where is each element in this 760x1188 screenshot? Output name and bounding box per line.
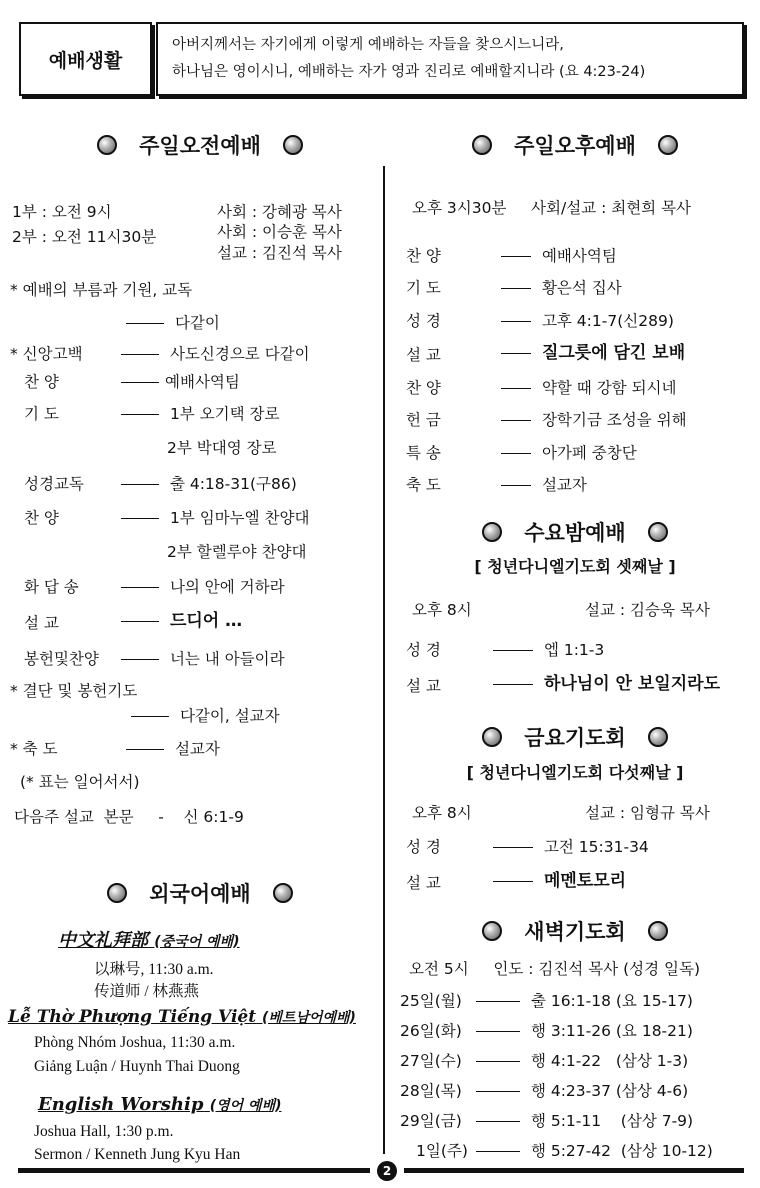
standing-note: (* 표는 일어서서) <box>20 773 140 791</box>
order-value: 2부 할렐루야 찬양대 <box>167 543 307 561</box>
order-value: 예배사역팀 <box>495 245 617 267</box>
chinese-info-1: 以琳号, 11:30 a.m. <box>94 961 214 978</box>
order-item: 찬 양 <box>406 247 441 265</box>
header-verse <box>156 22 744 96</box>
friday-subtitle: [ 청년다니엘기도회 다섯째날 ] <box>466 763 684 782</box>
bullet-icon <box>283 135 303 155</box>
order-value: 엡 1:1-3 <box>487 639 604 661</box>
dawn-reading: 행 5:1-11 (삼상 7-9) <box>470 1110 693 1132</box>
friday-time: 오후 8시 <box>412 804 472 822</box>
order-item: 성 경 <box>406 838 441 856</box>
dawn-reading: 행 4:23-37 (삼상 4-6) <box>470 1080 688 1102</box>
bullet-icon <box>658 135 678 155</box>
chinese-info-2: 传道师 / 林燕燕 <box>94 983 200 1000</box>
bullet-icon <box>482 921 502 941</box>
order-item: 성 경 <box>406 312 441 330</box>
bullet-icon <box>97 135 117 155</box>
friday-title: 금요기도회 <box>410 720 740 754</box>
order-item: 성 경 <box>406 641 441 659</box>
order-value: 1부 임마누엘 찬양대 <box>115 507 309 529</box>
foreign-title: 외국어예배 <box>40 876 360 910</box>
next-sermon: 다음주 설교 본문 - 신 6:1-9 <box>14 808 244 826</box>
leader-1: 사회 : 강혜광 목사 <box>217 203 342 221</box>
order-value: 메멘토모리 <box>487 870 626 892</box>
footer-rule <box>18 1168 370 1173</box>
english-info-2: Sermon / Kenneth Jung Kyu Han <box>34 1146 241 1163</box>
dawn-reading: 행 5:27-42 (삼상 10-12) <box>470 1140 713 1162</box>
order-item: 헌 금 <box>406 411 441 429</box>
order-item: 찬 양 <box>406 379 441 397</box>
order-value: 설교자 <box>120 738 220 760</box>
bullet-icon <box>648 727 668 747</box>
wednesday-title: 수요밤예배 <box>410 515 740 549</box>
order-value: 너는 내 아들이라 <box>115 648 285 670</box>
dawn-date: 1일(주) <box>416 1142 468 1160</box>
dawn-reading: 행 3:11-26 (요 18-21) <box>470 1020 693 1042</box>
dawn-date: 28일(목) <box>400 1082 462 1100</box>
dawn-date: 27일(수) <box>400 1052 462 1070</box>
dawn-title: 새벽기도회 <box>410 914 740 948</box>
order-item: 찬 양 <box>24 509 59 527</box>
order-value: 2부 박대영 장로 <box>167 439 277 457</box>
order-item: 화 답 송 <box>24 578 79 596</box>
vietnamese-heading: Lễ Thờ Phượng Tiếng Việt (베트남어예배) <box>8 1007 356 1027</box>
order-item: 설 교 <box>406 346 441 364</box>
friday-preacher: 설교 : 임형규 목사 <box>585 804 710 822</box>
order-item: * 결단 및 봉헌기도 <box>10 682 138 700</box>
service-1: 1부 : 오전 9시 <box>12 203 112 221</box>
verse-line-2: 하나님은 영이시니, 예배하는 자가 영과 진리로 예배할지니라 (요 4:23-24) <box>172 64 646 80</box>
order-item: 특 송 <box>406 444 441 462</box>
order-value: 질그릇에 담긴 보배 <box>495 342 685 364</box>
dawn-date: 25일(월) <box>400 992 462 1010</box>
vietnamese-info-2: Giảng Luận / Huynh Thai Duong <box>34 1058 240 1075</box>
morning-title: 주일오전예배 <box>40 128 360 162</box>
order-item: 설 교 <box>24 614 59 632</box>
afternoon-title: 주일오후예배 <box>410 128 740 162</box>
order-item: * 축 도 <box>10 740 58 758</box>
order-value: 예배사역팀 <box>115 371 240 393</box>
order-value: 다같이 <box>120 312 220 334</box>
dawn-time: 오전 5시 인도 : 김진석 목사 (성경 일독) <box>409 960 700 978</box>
order-value: 출 4:18-31(구86) <box>115 473 297 495</box>
order-value: 다같이, 설교자 <box>125 705 280 727</box>
order-value: 드디어 … <box>115 610 242 632</box>
order-item: 설 교 <box>406 677 441 695</box>
order-item: 기 도 <box>24 405 59 423</box>
order-item: 축 도 <box>406 476 441 494</box>
order-item: 성경교독 <box>24 475 84 493</box>
column-divider <box>383 166 385 1154</box>
dawn-date: 26일(화) <box>400 1022 462 1040</box>
bullet-icon <box>482 727 502 747</box>
wednesday-preacher: 설교 : 김승욱 목사 <box>585 601 710 619</box>
order-value: 나의 안에 거하라 <box>115 576 285 598</box>
afternoon-time: 오후 3시30분 사회/설교 : 최현희 목사 <box>412 199 692 217</box>
section-label-text: 예배생활 <box>48 49 123 72</box>
order-value: 고후 4:1-7(신289) <box>495 310 674 332</box>
english-heading: English Worship (영어 예배) <box>38 1094 282 1115</box>
wednesday-subtitle: [ 청년다니엘기도회 셋째날 ] <box>474 557 676 576</box>
page-number: 2 <box>377 1161 397 1181</box>
bullet-icon <box>107 883 127 903</box>
bullet-icon <box>648 522 668 542</box>
order-item: 설 교 <box>406 874 441 892</box>
preacher: 설교 : 김진석 목사 <box>217 244 342 262</box>
order-value: 장학기금 조성을 위해 <box>495 409 687 431</box>
order-value: 설교자 <box>495 474 587 496</box>
bullet-icon <box>472 135 492 155</box>
order-value: 아가페 중창단 <box>495 442 637 464</box>
dawn-reading: 행 4:1-22 (삼상 1-3) <box>470 1050 688 1072</box>
chinese-heading: 中文礼拜部 (중국어 예배) <box>58 930 240 951</box>
vietnamese-info-1: Phòng Nhóm Joshua, 11:30 a.m. <box>34 1034 236 1051</box>
wednesday-time: 오후 8시 <box>412 601 472 619</box>
order-item: * 예배의 부름과 기원, 교독 <box>10 281 193 299</box>
order-item: * 신앙고백 <box>10 345 83 363</box>
section-label <box>19 22 152 96</box>
dawn-reading: 출 16:1-18 (요 15-17) <box>470 990 693 1012</box>
order-value: 1부 오기택 장로 <box>115 403 280 425</box>
order-item: 기 도 <box>406 279 441 297</box>
bullet-icon <box>273 883 293 903</box>
verse-line-1: 아버지께서는 자기에게 이렇게 예배하는 자들을 찾으시느니라, <box>172 37 564 53</box>
order-value: 하나님이 안 보일지라도 <box>487 673 720 695</box>
bullet-icon <box>648 921 668 941</box>
order-item: 봉헌및찬양 <box>24 650 99 668</box>
bullet-icon <box>482 522 502 542</box>
order-value: 사도신경으로 다같이 <box>115 343 310 365</box>
order-item: 찬 양 <box>24 373 59 391</box>
leader-2: 사회 : 이승훈 목사 <box>217 223 342 241</box>
order-value: 황은석 집사 <box>495 277 622 299</box>
order-value: 고전 15:31-34 <box>487 836 649 858</box>
dawn-date: 29일(금) <box>400 1112 462 1130</box>
order-value: 약할 때 강함 되시네 <box>495 377 677 399</box>
service-2: 2부 : 오전 11시30분 <box>12 228 157 246</box>
footer-rule <box>404 1168 744 1173</box>
english-info-1: Joshua Hall, 1:30 p.m. <box>34 1123 174 1140</box>
